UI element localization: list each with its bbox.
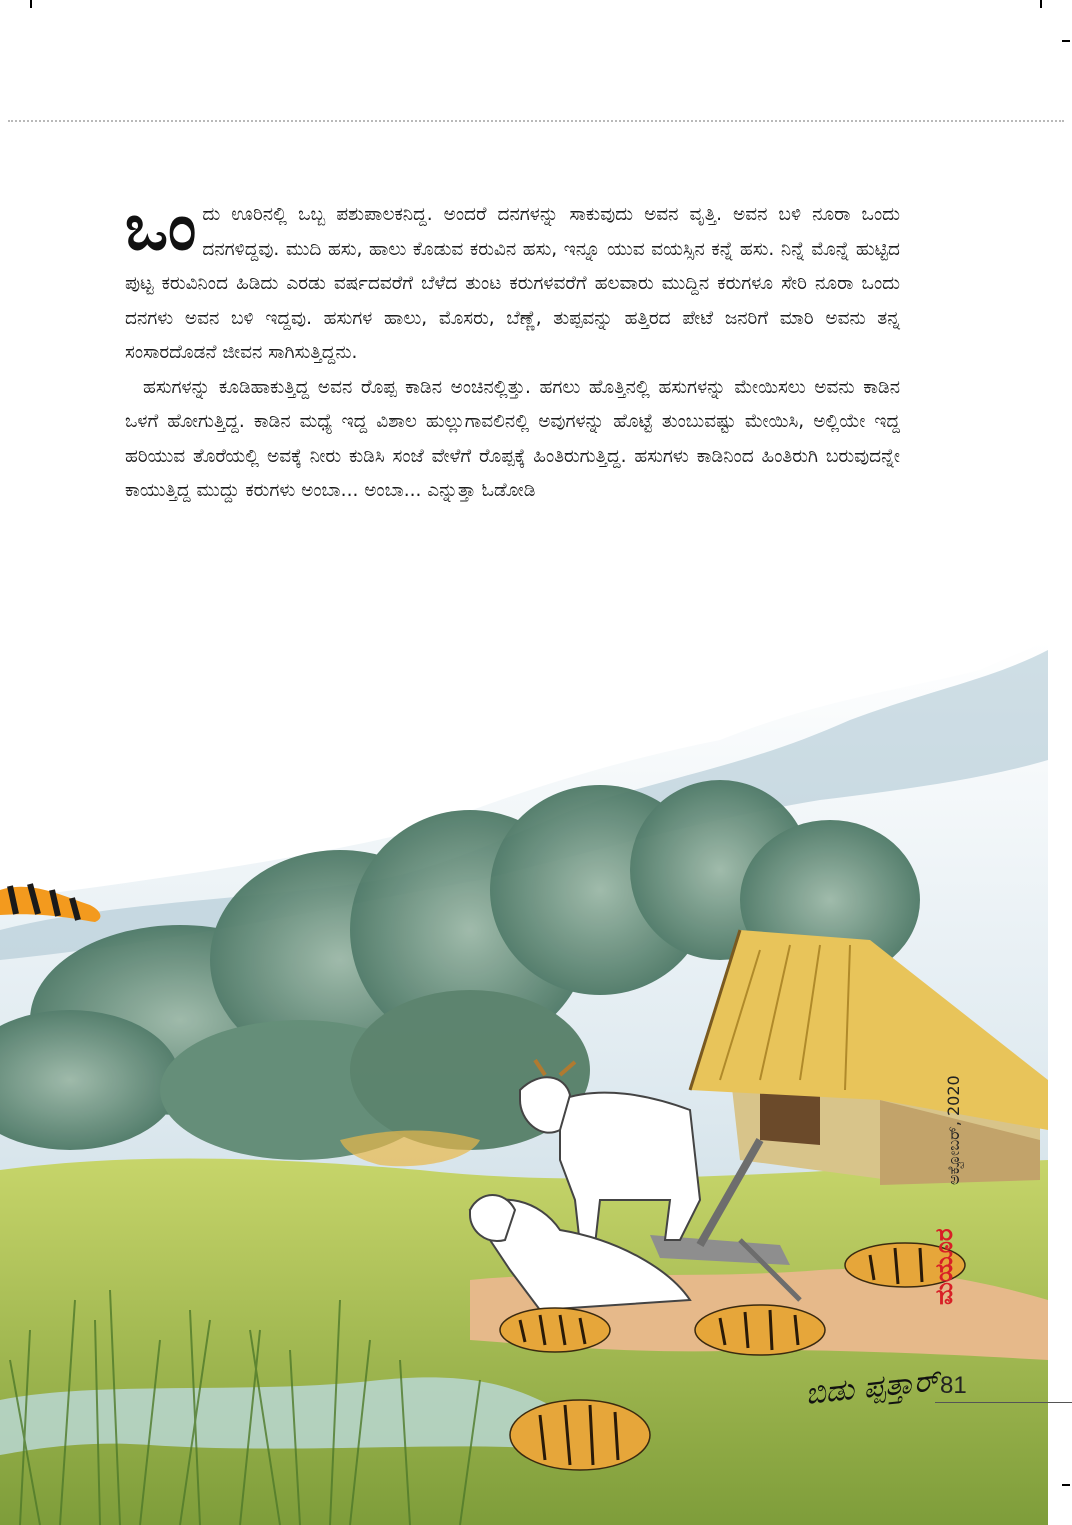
story-text <box>125 191 900 509</box>
crop-mark-top-right <box>1040 0 1042 8</box>
artist-signature: ಬಿಡು ಪ್ಪತ್ತಾರ್ <box>803 1363 941 1412</box>
crop-mark-right-lower <box>1062 1484 1070 1486</box>
dotted-header-rule <box>8 120 1064 122</box>
crop-mark-right-upper <box>1062 40 1070 42</box>
page-number: 81 <box>940 1372 967 1399</box>
paragraph-2: ಹಸುಗಳನ್ನು ಕೂಡಿಹಾಕುತ್ತಿದ್ದ ಅವನ ರೊಪ್ಪ ಕಾಡಿನ ಅಂಚಿನಲ್ಲಿತ್ತು. ಹಗಲು ಹೊತ್ತಿನಲ್ಲಿ ಹಸುಗಳನ್ನು ಮೇಯಿಸಲು ಅವನು ಕಾಡಿನ ಒಳಗೆ ಹೋಗುತ್ತಿದ್ದ. ಕಾಡಿನ ಮಧ್ಯೆ ಇದ್ದ ವಿಶಾಲ ಹುಲ್ಲುಗಾವಲಿನಲ್ಲಿ ಅವುಗಳನ್ನು ಹೊಟ್ಟೆ ತುಂಬುವಷ್ಟು ಮೇಯಿಸಿ, ಅಲ್ಲಿಯೇ ಇದ್ದ ಹರಿಯುವ ತೊರೆಯಲ್ಲಿ ಅವಕ್ಕೆ ನೀರು ಕುಡಿಸಿ ಸಂಜೆ ವೇಳೆಗೆ ರೊಪ್ಪಕ್ಕೆ ಹಿಂತಿರುಗುತ್ತಿದ್ದ. ಹಸುಗಳು ಕಾಡಿನಿಂದ ಹಿಂತಿರುಗಿ ಬರುವುದನ್ನೇ ಕಾಯುತ್ತಿದ್ದ ಮುದ್ದು ಕರುಗಳು ಅಂಬಾ... ಅಂಬಾ... ಎನ್ನುತ್ತಾ ಓಡೋಡಿ <box>125 376 900 501</box>
page-number-rule <box>935 1402 1072 1403</box>
paragraph-1-body: ದು ಊರಿನಲ್ಲಿ ಒಬ್ಬ ಪಶುಪಾಲಕನಿದ್ದ. ಅಂದರೆ ದನಗಳನ್ನು ಸಾಕುವುದು ಅವನ ವೃತ್ತಿ. ಅವನ ಬಳಿ ನೂರಾ ಒಂದು ದನಗಳಿದ್ದವು. ಮುದಿ ಹಸು, ಹಾಲು ಕೊಡುವ ಕರುವಿನ ಹಸು, ಇನ್ನೂ ಯುವ ವಯಸ್ಸಿನ ಕನ್ನೆ ಹಸು. ನಿನ್ನೆ ಮೊನ್ನೆ ಹುಟ್ಟಿದ ಪುಟ್ಟ ಕರುವಿನಿಂದ ಹಿಡಿದು ಎರಡು ವರ್ಷದವರೆಗೆ ಬೆಳೆದ ತುಂಟ ಕರುಗಳವರೆಗೆ ಹಲವಾರು ಮುದ್ದಿನ ಕರುಗಳೂ ಸೇರಿ ನೂರಾ ಒಂದು ದನಗಳು ಅವನ ಬಳಿ ಇದ್ದವು. ಹಸುಗಳ ಹಾಲು, ಮೊಸರು, ಬೆಣ್ಣೆ, ತುಪ್ಪವನ್ನು ಹತ್ತಿರದ ಪೇಟೆ ಜನರಿಗೆ ಮಾರಿ ಅವನು ತನ್ನ ಸಂಸಾರದೊಡನೆ ಜೀವನ ಸಾಗಿಸುತ್ತಿದ್ದನು. <box>125 204 900 363</box>
paragraph-1 <box>125 191 900 371</box>
issue-month: ಅಕ್ಟೋಬರ್, 2020 <box>944 1075 963 1185</box>
drop-cap: ಒಂ <box>125 191 197 265</box>
crop-mark-top-left <box>30 0 32 8</box>
magazine-name: ಮಯೂರ <box>930 1228 958 1305</box>
